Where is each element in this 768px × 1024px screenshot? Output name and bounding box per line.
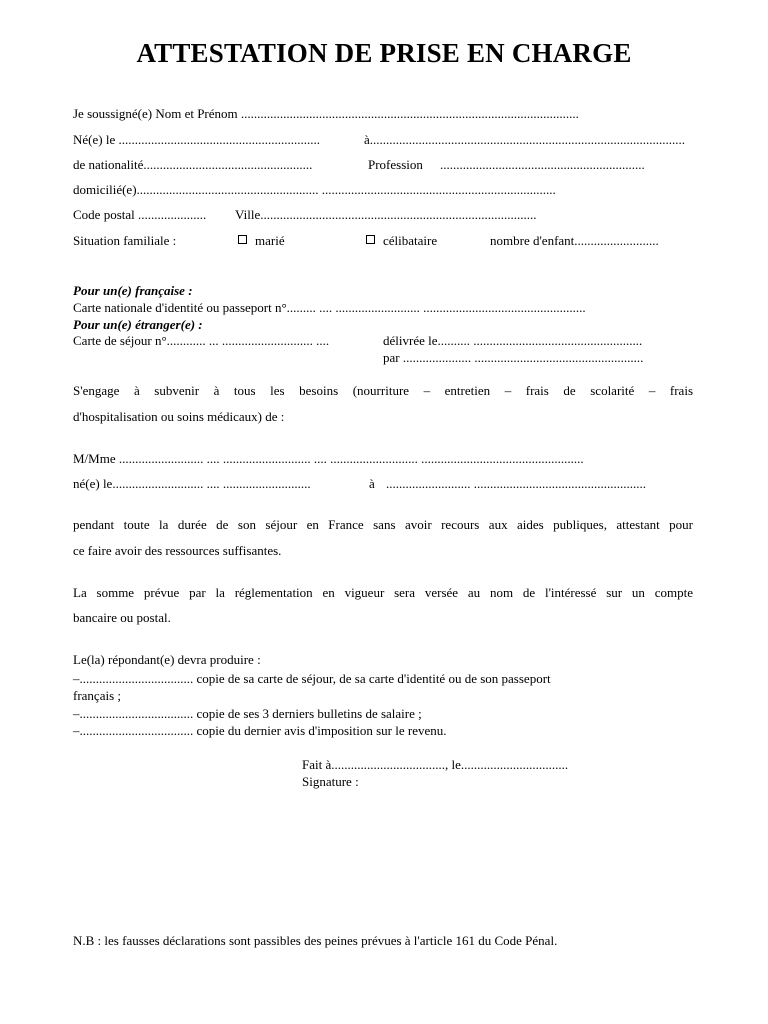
option-marie-label: marié	[255, 233, 285, 248]
city-line: Ville.....................................................................................	[235, 207, 537, 222]
stay-text-2: ce faire avoir des ressources suffisantes.	[73, 543, 282, 558]
children-count-line: nombre d'enfant..........................	[490, 233, 659, 248]
birth-place-line: à.................................................................................................	[364, 132, 686, 147]
option-marie[interactable]	[238, 234, 285, 247]
document-item-1-cont: français ;	[73, 688, 122, 703]
family-status-label: Situation familiale :	[73, 233, 177, 248]
checkbox-icon[interactable]	[238, 235, 247, 244]
beneficiary-birth-place: .......................... .....................................................	[386, 476, 646, 491]
document-item-3: –................................... copie du dernier avis d'imposition sur le revenu.	[73, 723, 447, 738]
document-item-2: –................................... copie de ses 3 derniers bulletins de salaire ;	[73, 706, 422, 721]
place-date-line: Fait à..................................., le.................................	[302, 757, 569, 772]
checkbox-icon[interactable]	[366, 235, 375, 244]
engagement-text-2: d'hospitalisation ou soins médicaux) de :	[73, 409, 285, 424]
id-card-line: Carte nationale d'identité ou passeport n°......... .... .......................... ..................................................	[73, 300, 586, 315]
beneficiary-birth-at: à	[369, 476, 375, 491]
sum-text-2: bancaire ou postal.	[73, 610, 171, 625]
birth-date-line: Né(e) le ..............................................................	[73, 132, 320, 147]
issued-by-line: par ..................... ....................................................	[383, 350, 644, 365]
francaise-heading: Pour un(e) française :	[73, 283, 193, 298]
documents-heading: Le(la) répondant(e) devra produire :	[73, 652, 261, 667]
stay-text-1: pendant toute la durée de son séjour en France sans avoir recours aux aides publiques, attestant pour	[73, 517, 693, 532]
option-celibataire-label: célibataire	[383, 233, 438, 248]
address-line: domicilié(e)........................................................ ........................................................................	[73, 182, 556, 197]
residence-card-line: Carte de séjour n°............ ... ............................ ....	[73, 333, 330, 348]
nb-footer: N.B : les fausses déclarations sont passibles des peines prévues à l'article 161 du Code Pénal.	[73, 933, 558, 948]
option-celibataire[interactable]	[366, 234, 437, 247]
issued-date-line: délivrée le.......... ....................................................	[383, 333, 643, 348]
beneficiary-name-line: M/Mme .......................... .... ........................... .... ........................... ..................................................	[73, 451, 584, 466]
page-title: ATTESTATION DE PRISE EN CHARGE	[136, 38, 632, 68]
identity-name-line: Je soussigné(e) Nom et Prénom ........................................................................................................	[73, 106, 579, 121]
document-item-1: –................................... copie de sa carte de séjour, de sa carte d'identité ou de son passeport	[73, 671, 551, 686]
postal-code-line: Code postal .....................	[73, 207, 207, 222]
profession-line: ...............................................................	[440, 157, 645, 172]
signature-label: Signature :	[302, 774, 359, 789]
beneficiary-birth-date: né(e) le............................ .... ...........................	[73, 476, 311, 491]
profession-label: Profession	[368, 157, 423, 172]
sum-text-1: La somme prévue par la réglementation en vigueur sera versée au nom de l'intéressé sur un compte	[73, 585, 693, 600]
etranger-heading: Pour un(e) étranger(e) :	[73, 317, 203, 332]
engagement-text-1: S'engage à subvenir à tous les besoins (nourriture – entretien – frais de scolarité – frais	[73, 383, 693, 398]
nationality-line: de nationalité....................................................	[73, 157, 313, 172]
